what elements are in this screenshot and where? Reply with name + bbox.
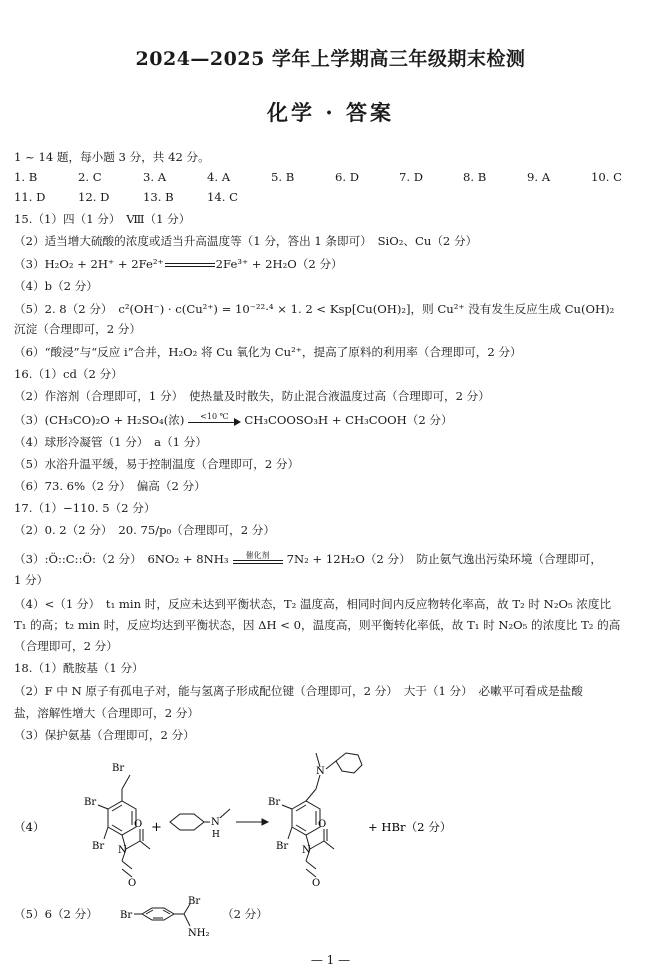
atom-o: O (128, 878, 137, 889)
mc-answer-5: 5. B (271, 170, 295, 184)
q17-line-4: （4）<（1 分） t₁ min 时，反应未达到平衡状态，T₂ 温度高，相同时间内反应物转化率高，故 T₂ 时 N₂O₅ 浓度比 (14, 597, 612, 611)
q17-line-4b: T₁ 的高；t₂ min 时，反应均达到平衡状态，因 ΔH < 0，温度高，则平衡转化率低，故 T₁ 时 N₂O₅ 的浓度比 T₂ 的高 (14, 618, 621, 632)
atom-n: N (316, 766, 325, 777)
reaction-arrow (236, 819, 268, 825)
atom-br: Br (112, 763, 125, 774)
equals-sign (165, 261, 215, 269)
atom-n: N (211, 817, 220, 828)
atom-br: Br (188, 896, 201, 907)
q16-eq-left: （3）(CH₃CO)₂O + H₂SO₄(浓) (14, 413, 185, 427)
q16-line-6: （6）73. 6%（2 分） 偏高（2 分） (14, 479, 206, 493)
q18-line-3: （3）保护氨基（合理即可，2 分） (14, 728, 195, 742)
mc-answer-12: 12. D (78, 190, 110, 204)
atom-o: O (312, 878, 321, 889)
page-title: 2024—2025 学年上学期高三年级期末检测 (135, 48, 526, 70)
q18-line-2: （2）F 中 N 原子有孤电子对，能与氢离子形成配位键（合理即可，2 分） 大于（1 分） 必嗽平可看成是盐酸 (14, 684, 583, 698)
reaction-condition: <10 ℃ (200, 412, 229, 421)
q17-line-4c: （合理即可，2 分） (14, 639, 118, 653)
byproduct-hbr: + HBr（2 分） (368, 820, 452, 834)
q15-line-5: （5）2. 8（2 分） c²(OH⁻) · c(Cu²⁺) = 10⁻²²·⁴ × 1. 2 < Ksp[Cu(OH)₂]，则 Cu²⁺ 没有发生反应生成 Cu(OH)₂ (14, 302, 615, 316)
q18-line-1: 18.（1）酰胺基（1 分） (14, 661, 144, 675)
q16-line-2: （2）作溶剂（合理即可，1 分） 使热量及时散失，防止混合液温度过高（合理即可，2 分） (14, 389, 490, 403)
mc-answer-1: 1. B (14, 170, 38, 184)
reaction-scheme (0, 745, 661, 890)
plus-sign: + (151, 820, 162, 835)
q17-line-1: 17.（1）−110. 5（2 分） (14, 501, 156, 515)
q16-line-3 (14, 412, 453, 428)
atom-br: Br (268, 797, 281, 808)
q17-eq-left: （3）:Ö::C::Ö:（2 分） 6NO₂ + 8NH₃ (14, 552, 229, 566)
atom-br: Br (84, 797, 97, 808)
reaction-arrow (186, 414, 242, 428)
atom-n: N (302, 845, 311, 856)
mc-answer-14: 14. C (207, 190, 238, 204)
q17-line-3c: 1 分） (14, 573, 49, 587)
mc-answer-9: 9. A (527, 170, 551, 184)
atom-nh2: NH₂ (188, 928, 210, 939)
q17-eq-right: 7N₂ + 12H₂O（2 分） 防止氨气逸出污染环境（合理即可， (286, 552, 602, 566)
q15-line-6: （6）“酸浸”与“反应 ⅰ”合并，H₂O₂ 将 Cu 氧化为 Cu²⁺，提高了原料的利用率（合理即可，2 分） (14, 345, 522, 359)
amine-structure (170, 809, 230, 830)
mc-answer-6: 6. D (335, 170, 360, 184)
atom-br: Br (92, 841, 105, 852)
atom-n: N (118, 845, 127, 856)
mc-answer-11: 11. D (14, 190, 46, 204)
atom-h: H (212, 830, 220, 840)
mc-answer-4: 4. A (207, 170, 231, 184)
sub-label-4: （4） (14, 820, 45, 834)
mc-answer-10: 10. C (591, 170, 622, 184)
q16-line-4: （4）球形冷凝管（1 分） a（1 分） (14, 435, 207, 449)
q17-line-3 (14, 551, 602, 567)
catalyst-equals-sign (231, 553, 285, 567)
q15-eq-left: （3）H₂O₂ + 2H⁺ + 2Fe²⁺ (14, 257, 164, 271)
mc-answer-2: 2. C (78, 170, 102, 184)
page-subtitle: 化学 · 答案 (267, 100, 394, 125)
q15-line-5b: 沉淀（合理即可，2 分） (14, 322, 141, 336)
q16-eq-right: CH₃COOSO₃H + CH₃COOH（2 分） (244, 413, 453, 427)
q15-line-3 (14, 256, 343, 272)
mc-answer-3: 3. A (143, 170, 167, 184)
q17-line-2: （2）0. 2（2 分） 20. 75/p₀（合理即可，2 分） (14, 523, 275, 537)
atom-o: O (318, 819, 327, 830)
mc-heading: 1 ~ 14 题，每小题 3 分，共 42 分。 (14, 150, 210, 164)
q16-line-5: （5）水浴升温平缓，易于控制温度（合理即可，2 分） (14, 457, 300, 471)
mc-answer-7: 7. D (399, 170, 424, 184)
q18-line-5: （5）6（2 分） (14, 907, 98, 921)
q15-line-1: 15.（1）四（1 分） Ⅷ（1 分） (14, 212, 191, 226)
atom-o: O (134, 819, 143, 830)
q15-line-2: （2）适当增大硫酸的浓度或适当升高温度等（1 分，答出 1 条即可） SiO₂、Cu（2 分） (14, 234, 478, 248)
q18-line-5-tail: （2 分） (222, 907, 268, 921)
page-number: — 1 — (310, 953, 351, 967)
mc-answer-8: 8. B (463, 170, 487, 184)
reaction-condition: 催化剂 (245, 551, 270, 560)
mc-answer-13: 13. B (143, 190, 174, 204)
atom-br: Br (120, 910, 133, 921)
q16-line-1: 16.（1）cd（2 分） (14, 367, 123, 381)
atom-br: Br (276, 841, 289, 852)
q18-line-2b: 盐，溶解性增大（合理即可，2 分） (14, 706, 199, 720)
q15-eq-right: 2Fe³⁺ + 2H₂O（2 分） (215, 257, 343, 271)
q15-line-4: （4）b（2 分） (14, 279, 98, 293)
